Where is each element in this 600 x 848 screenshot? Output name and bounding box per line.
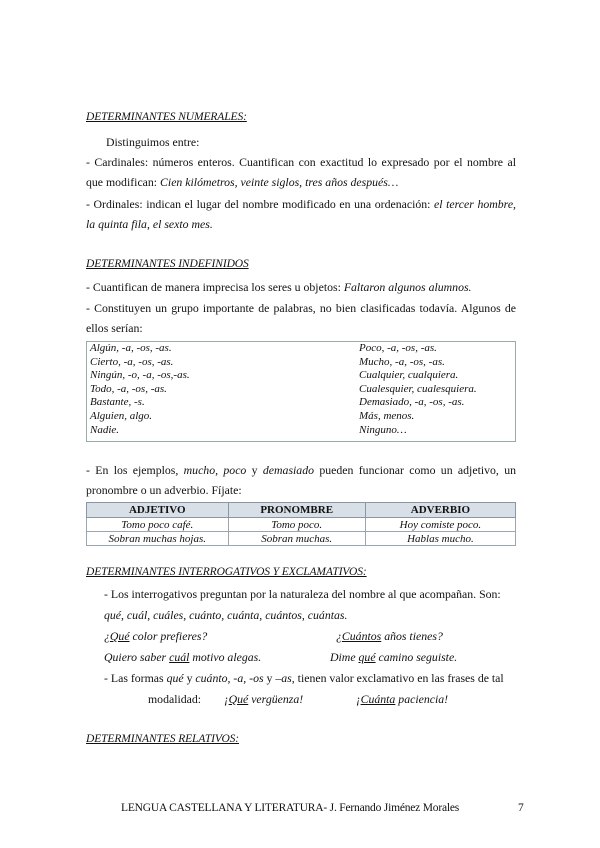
page-footer: LENGUA CASTELLANA Y LITERATURA- J. Fernando Jiménez Morales bbox=[121, 802, 460, 814]
example-text: ¿ bbox=[104, 629, 110, 643]
list-item-right: Mucho, -a, -os, -as. bbox=[359, 355, 445, 368]
exclamativos-word: qué bbox=[166, 671, 184, 685]
exclamativos-text: , tienen valor exclamativo en las frases de tal bbox=[291, 671, 504, 685]
cardinales-text: - Cardinales: números enteros. Cuantifican con exactitud lo expresado por el nombre al que modifican: bbox=[86, 155, 516, 189]
example-text: motivo alegas. bbox=[189, 650, 262, 664]
heading-relativos: DETERMINANTES RELATIVOS: bbox=[86, 733, 240, 745]
example-text: color prefieres? bbox=[129, 629, 208, 643]
table-cell: Tomo poco. bbox=[228, 518, 365, 532]
list-item-right: Poco, -a, -os, -as. bbox=[359, 342, 437, 354]
example-que-color bbox=[104, 626, 207, 646]
paragraph-cardinales bbox=[86, 152, 516, 192]
example-word: qué bbox=[358, 650, 376, 664]
ordinales-text: - Ordinales: indican el lugar del nombre modificado en una ordenación: bbox=[86, 197, 435, 211]
indefinidos-list-box bbox=[86, 341, 516, 442]
example-text: Dime bbox=[330, 650, 359, 664]
cardinales-example: Cien kilómetros, veinte siglos, tres años después… bbox=[160, 175, 399, 189]
table-cell: Hoy comiste poco. bbox=[365, 518, 515, 532]
exclamativos-word: –as bbox=[275, 671, 292, 685]
example-text: camino seguiste. bbox=[375, 650, 458, 664]
list-item-right: Ninguno… bbox=[359, 423, 407, 436]
example-text: paciencia! bbox=[395, 692, 449, 706]
list-item-left: Cierto, -a, -os, -as. bbox=[90, 355, 174, 368]
ordinales-example: el tercer hombre, la quinta fila, el sexto mes. bbox=[86, 197, 516, 231]
indefinidos-list bbox=[87, 342, 515, 437]
example-cuanta-paciencia bbox=[356, 689, 448, 709]
list-item bbox=[87, 383, 515, 397]
table-cell: Tomo poco café. bbox=[87, 518, 229, 532]
paragraph-ordinales bbox=[86, 194, 516, 234]
exclamativos-line bbox=[104, 668, 504, 688]
example-text: ¡ bbox=[224, 692, 229, 706]
table-cell: Hablas mucho. bbox=[365, 532, 515, 546]
examples-text-1: - En los ejemplos, bbox=[86, 463, 184, 477]
list-item-left: Alguien, algo. bbox=[90, 409, 153, 422]
list-item-right: Cualesquier, cualesquiera. bbox=[359, 382, 477, 395]
list-item bbox=[87, 410, 515, 424]
example-word: Cuánta bbox=[360, 692, 396, 706]
table-header-row bbox=[87, 503, 516, 518]
indefinidos-line1-text: - Cuantifican de manera imprecisa los seres u objetos: bbox=[86, 280, 344, 294]
table-cell: Sobran muchas hojas. bbox=[87, 532, 229, 546]
examples-word-poco: poco bbox=[223, 463, 247, 477]
list-item bbox=[87, 424, 515, 438]
example-text: ¿ bbox=[336, 629, 342, 643]
examples-text-4: pueden funcionar como un adjetivo, un pronombre o un adverbio. Fíjate: bbox=[86, 463, 517, 497]
examples-word-demasiado: demasiado bbox=[262, 463, 315, 477]
heading-interrogativos: DETERMINANTES INTERROGATIVOS Y EXCLAMATIVOS: bbox=[86, 566, 367, 578]
interrogativos-forms: qué, cuál, cuáles, cuánto, cuánta, cuántos, cuántas. bbox=[104, 608, 348, 622]
indefinidos-line1-example: Faltaron algunos alumnos. bbox=[343, 280, 472, 294]
example-word: Qué bbox=[228, 692, 249, 706]
table-row bbox=[87, 518, 516, 532]
indefinidos-line1 bbox=[86, 277, 472, 297]
table-cell: Sobran muchas. bbox=[228, 532, 365, 546]
list-item-left: Algún, -a, -os, -as. bbox=[90, 342, 172, 354]
list-item bbox=[87, 342, 515, 356]
list-item-left: Ningún, -o, -a, -os,-as. bbox=[90, 369, 190, 382]
example-text: Quiero saber bbox=[104, 650, 170, 664]
examples-text-2: , bbox=[215, 463, 224, 477]
list-item-right: Más, menos. bbox=[359, 409, 415, 422]
exclamativos-text: - Las formas bbox=[104, 671, 167, 685]
example-que-camino bbox=[330, 647, 457, 667]
example-text: vergüenza! bbox=[248, 692, 304, 706]
page-number: 7 bbox=[518, 802, 524, 814]
list-item-right: Demasiado, -a, -os, -as. bbox=[359, 396, 465, 409]
example-word: Qué bbox=[109, 629, 130, 643]
exclamativos-word: cuánto, -a, -os bbox=[195, 671, 264, 685]
list-item-left: Nadie. bbox=[90, 423, 120, 436]
examples-text-3: y bbox=[246, 463, 263, 477]
modalidad-label: modalidad: bbox=[148, 692, 202, 706]
example-word: Cuántos bbox=[341, 629, 382, 643]
indefinidos-line2: - Constituyen un grupo importante de palabras, no bien clasificadas todavía. Algunos de ellos serían: bbox=[86, 301, 516, 335]
table-row bbox=[87, 532, 516, 546]
example-word: cuál bbox=[169, 650, 190, 664]
list-item-right: Cualquier, cualquiera. bbox=[359, 369, 459, 382]
example-que-verguenza bbox=[224, 689, 303, 709]
interrogativos-line1: - Los interrogativos preguntan por la naturaleza del nombre al que acompañan. Son: bbox=[104, 587, 501, 601]
example-cuantos-anos bbox=[336, 626, 443, 646]
exclamativos-text: y bbox=[263, 671, 276, 685]
list-item bbox=[87, 369, 515, 383]
header-adverbio: ADVERBIO bbox=[365, 503, 515, 518]
list-item bbox=[87, 396, 515, 410]
example-text: años tienes? bbox=[381, 629, 443, 643]
heading-numerales: DETERMINANTES NUMERALES: bbox=[86, 111, 247, 123]
list-item-left: Todo, -a, -os, -as. bbox=[90, 382, 167, 395]
document-page bbox=[86, 0, 516, 848]
numerales-intro: Distinguimos entre: bbox=[106, 135, 200, 149]
example-cual-motivo bbox=[104, 647, 261, 667]
comparison-table bbox=[86, 502, 516, 546]
list-item-left: Bastante, -s. bbox=[90, 396, 145, 409]
header-pronombre: PRONOMBRE bbox=[228, 503, 365, 518]
examples-word-mucho: mucho bbox=[183, 463, 216, 477]
header-adjetivo: ADJETIVO bbox=[87, 503, 229, 518]
list-item bbox=[87, 356, 515, 370]
example-text: ¡ bbox=[356, 692, 361, 706]
examples-paragraph bbox=[86, 460, 516, 500]
heading-indefinidos: DETERMINANTES INDEFINIDOS bbox=[86, 258, 249, 270]
exclamativos-text: y bbox=[183, 671, 196, 685]
